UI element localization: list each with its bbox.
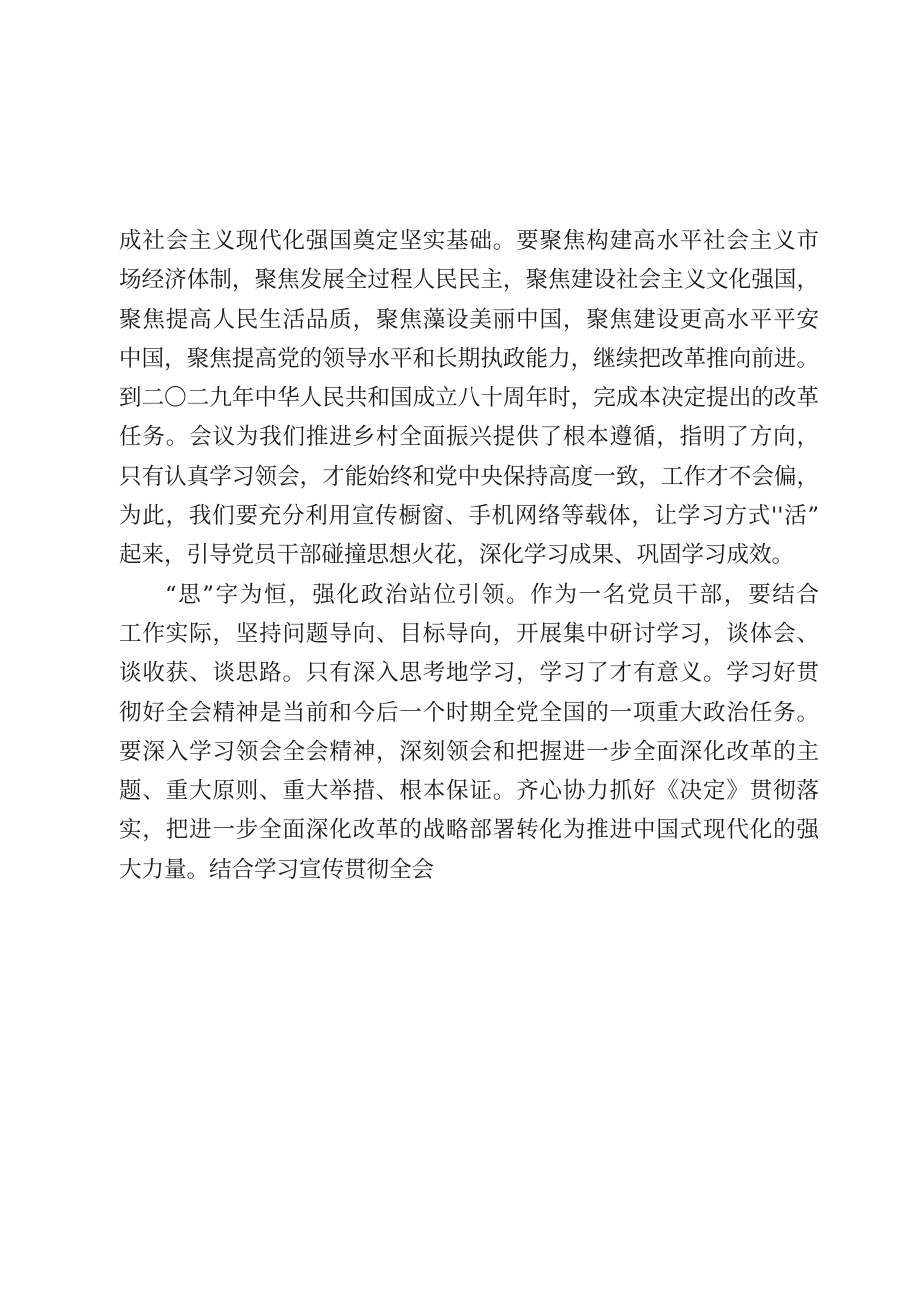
text-line: 彻好全会精神是当前和今后一个时期全党全国的一项重大政治任务。 [119, 699, 819, 726]
paragraph-1 [119, 222, 819, 576]
text-line: 起来，引导党员干部碰撞思想火花，深化学习成果、巩固学习成效。 [119, 542, 795, 569]
text-line: 谈收获、谈思路。只有深入思考地学习，学习了才有意义。学习好贯 [119, 660, 819, 687]
text-line: 题、重大原则、重大举措、根本保证。齐心协力抓好《决定》贯彻落 [119, 778, 819, 805]
text-line: 聚焦提高人民生活品质，聚焦藻设美丽中国，聚焦建设更高水平平安 [119, 306, 819, 333]
paragraph-2 [119, 576, 819, 890]
text-line: 大力量。结合学习宣传贯彻全会 [119, 856, 435, 883]
text-line: 为此，我们要充分利用宣传橱窗、手机网络等载体，让学习方式''活” [119, 503, 819, 530]
text-line: 中国，聚焦提高党的领导水平和长期执政能力，继续把改革推向前进。 [119, 345, 819, 372]
text-line: “思”字为恒，强化政治站位引领。作为一名党员干部，要结合 [165, 581, 819, 608]
text-line: 成社会主义现代化强国奠定坚实基础。要聚焦构建高水平社会主义市 [119, 228, 819, 254]
text-line: 要深入学习领会全会精神，深刻领会和把握进一步全面深化改革的主 [119, 738, 819, 765]
text-line: 场经济体制，聚焦发展全过程人民民主，聚焦建设社会主义文化强国， [119, 267, 819, 294]
text-line: 任务。会议为我们推进乡村全面振兴提供了根本遵循，指明了方向， [119, 424, 819, 451]
text-line: 到二〇二九年中华人民共和国成立八十周年时，完成本决定提出的改革 [119, 385, 819, 412]
text-line: 实，把进一步全面深化改革的战略部署转化为推进中国式现代化的强 [119, 817, 819, 844]
text-line: 只有认真学习领会，才能始终和党中央保持高度一致，工作才不会偏， [119, 463, 819, 490]
document-body [119, 222, 819, 890]
text-line: 工作实际，坚持问题导向、目标导向，开展集中研讨学习，谈体会、 [119, 620, 819, 647]
